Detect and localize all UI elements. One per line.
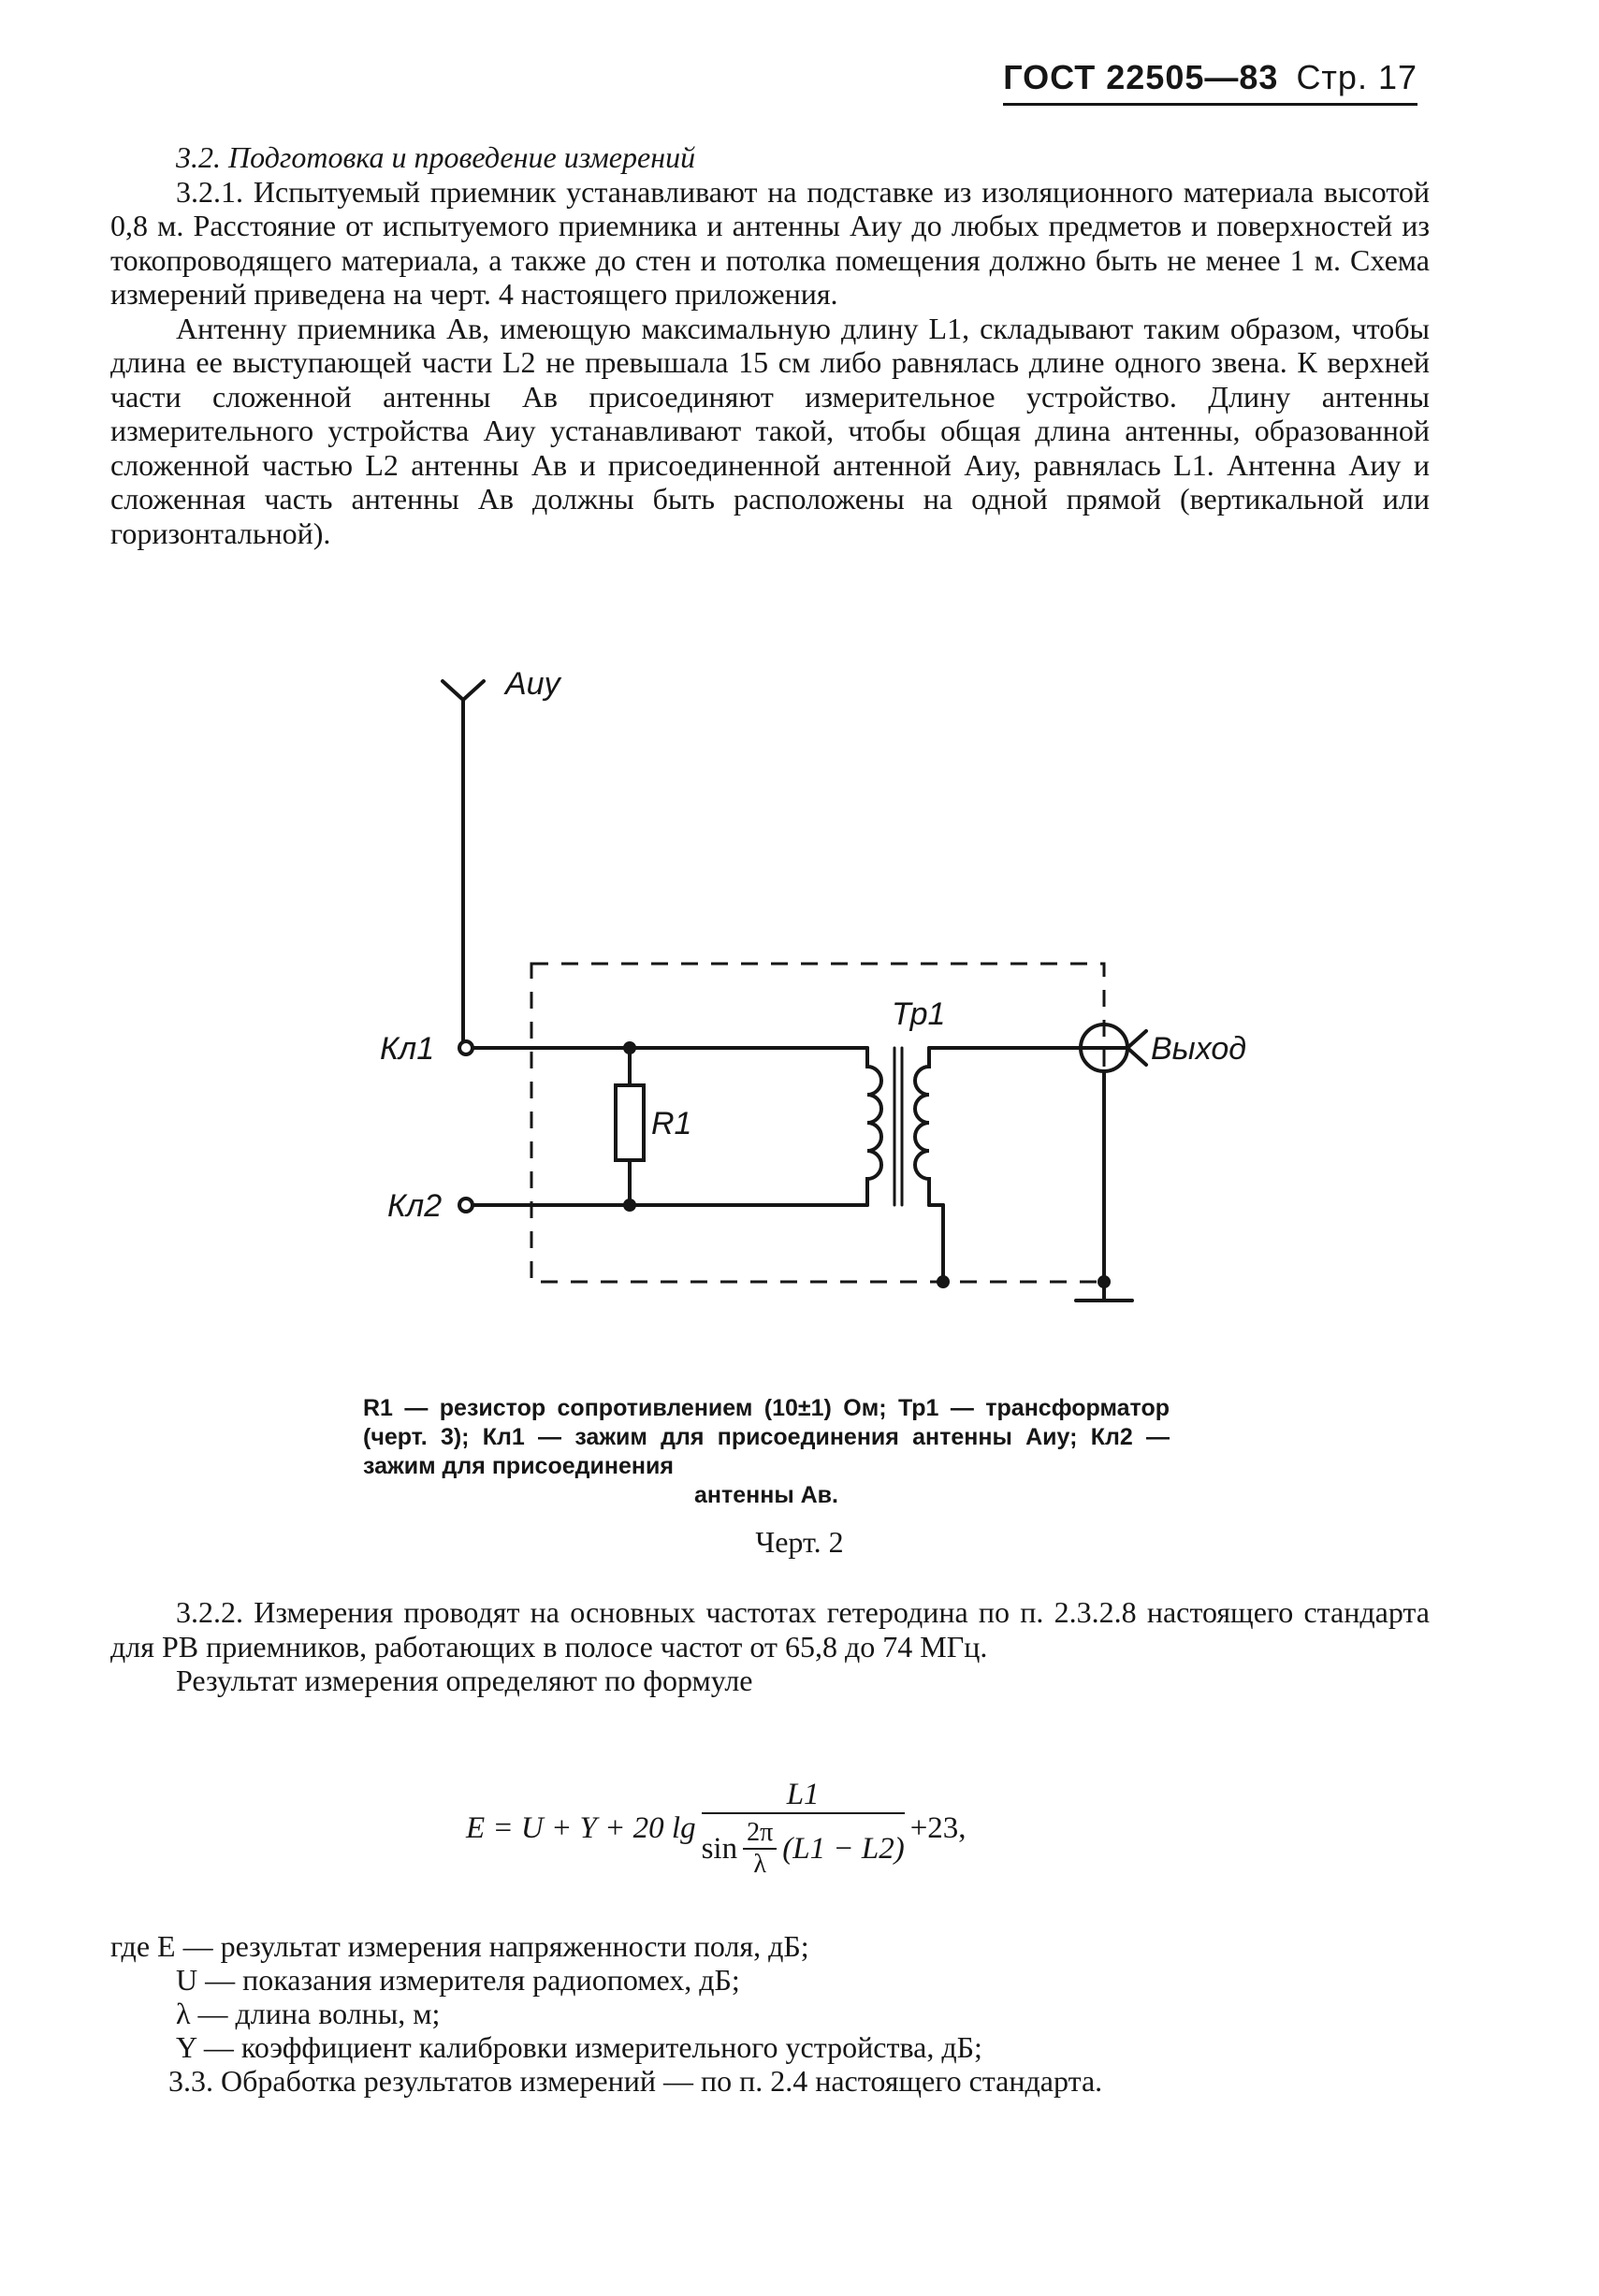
standard-title: ГОСТ 22505—83 <box>1003 58 1279 96</box>
terminal1-label: Кл1 <box>380 1031 435 1067</box>
formula-den-rest: (L1 − L2) <box>782 1831 905 1866</box>
section-3-2 <box>110 140 1430 550</box>
section-title: 3.2. Подготовка и проведение измерений <box>176 140 696 174</box>
figure-label: Черт. 2 <box>755 1525 844 1559</box>
definition-e: где E — результат измерения напряженности поля, дБ; <box>110 1929 809 1963</box>
paragraph-formula-intro: Результат измерения определяют по формуле <box>176 1664 753 1697</box>
formula-numerator: L1 <box>786 1778 820 1811</box>
formula-sin: sin <box>701 1831 738 1866</box>
terminal-kl1-icon <box>459 1041 472 1054</box>
page-number: Стр. 17 <box>1296 58 1417 96</box>
transformer-secondary-icon <box>915 1048 929 1205</box>
page-header <box>1003 58 1417 106</box>
resistor-icon <box>616 1085 644 1160</box>
formula-denominator <box>702 1812 905 1880</box>
terminal2-label: Кл2 <box>387 1188 443 1224</box>
antenna-label: Aиу <box>505 666 560 702</box>
transformer-primary-icon <box>867 1048 881 1205</box>
terminal-kl2-icon <box>459 1199 472 1212</box>
formula-rhs: +23, <box>909 1811 967 1845</box>
definition-y: Y — коэффициент калибровки измерительного устройства, дБ; <box>176 2030 982 2064</box>
antenna-icon <box>443 681 484 700</box>
formula-fraction <box>702 1778 905 1880</box>
output-label: Выход <box>1151 1031 1247 1067</box>
formula-lhs: E = U + Y + 20 lg <box>466 1811 696 1845</box>
definition-lambda: λ — длина волны, м; <box>176 1997 441 2030</box>
resistor-label: R1 <box>651 1106 692 1141</box>
measurement-circuit-diagram <box>356 655 1254 1329</box>
definition-u: U — показания измерителя радиопомех, дБ; <box>176 1963 740 1997</box>
figure-caption <box>363 1394 1170 1510</box>
definitions-list <box>110 1929 1430 2098</box>
paragraph-3-2-1: 3.2.1. Испытуемый приемник устанавливают на подставке из изоляционного материала высотой 0,8 м. Расстояние от испытуемого приемника и антенны Aиу до любых предметов и поверхностей из токопроводящего материала, а также до стен и потолка помещения должно быть не менее 1 м. Схема измерений приведена на черт. 4 настоящего приложения. <box>110 174 1430 311</box>
caption-last-line: антенны Aв. <box>693 1482 839 1508</box>
formula-inner-bottom: λ <box>753 1850 766 1879</box>
transformer-label: Тр1 <box>892 996 946 1032</box>
caption-text: R1 — резистор сопротивлением (10±1) Ом; Тр1 — трансформатор (черт. 3); Кл1 — зажим для присоединения антенны Aиу; Кл2 — зажим для присоединения <box>363 1395 1170 1479</box>
paragraph-antenna: Антенну приемника Aв, имеющую максимальную длину L1, складывают таким образом, чтобы длина ее выступающей части L2 не превышала 15 см либо равнялась длине одного звена. К верхней части сложенной антенны Aв присоединяют измерительное устройство. Длину антенны измерительного устройства Aиу устанавливают такой, чтобы общая длина антенны, образованной сложенной частью L2 антенны Aв и присоединенной антенной Aиу, равнялась L1. Антенна Aиу и сложенная часть антенны Aв должны быть расположены на одной прямой (вертикальной или горизонтальной). <box>110 311 1430 550</box>
formula <box>466 1778 967 1880</box>
paragraph-3-2-2: 3.2.2. Измерения проводят на основных частотах гетеродина по п. 2.3.2.8 настоящего стандарта для РВ приемников, работающих в полосе частот от 65,8 до 74 МГц. <box>110 1595 1430 1664</box>
formula-inner-top: 2π <box>743 1818 777 1850</box>
section-3-3: 3.3. Обработка результатов измерений — по п. 2.4 настоящего стандарта. <box>168 2064 1103 2098</box>
formula-inner-fraction <box>743 1818 777 1880</box>
section-3-2-2 <box>110 1595 1430 1698</box>
